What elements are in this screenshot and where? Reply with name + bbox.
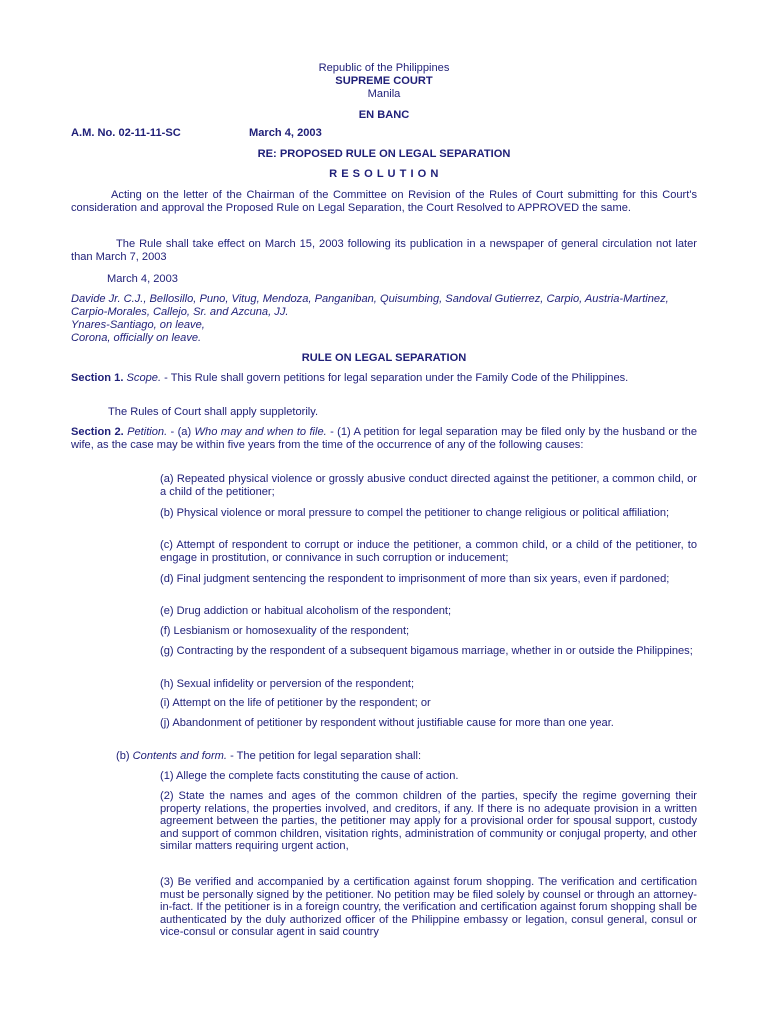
section-2-sub-a-heading: Who may and when to file. [194,426,327,438]
cause-item-f: (f) Lesbianism or homosexuality of the respondent; [160,625,410,637]
section-2-sub-b-heading: Contents and form. [132,750,227,762]
cause-item-e: (e) Drug addiction or habitual alcoholism of the respondent; [160,605,452,617]
section-2-sub-b-text: - The petition for legal separation shall: [227,750,422,762]
section-1-suppletory: The Rules of Court shall apply suppletorily. [108,406,319,418]
cause-item-i: (i) Attempt on the life of petitioner by the respondent; or [160,697,431,709]
section-2-sub-b [116,750,697,763]
case-date: March 4, 2003 [249,127,322,139]
on-leave-note: Ynares-Santiago, on leave, [71,319,205,331]
section-2 [71,426,697,451]
section-2-sub-a-text: - (1) A petition for legal separation may be filed only by the husband or the wife, as the case may be within five years from the time of the occurrence of any of the following causes: [71,426,698,451]
republic-line: Republic of the Philippines [318,62,450,74]
section-2-heading: Petition. [127,426,168,438]
rule-title: RULE ON LEGAL SEPARATION [301,352,467,364]
officially-on-leave-note: Corona, officially on leave. [71,332,202,344]
section-1-label: Section 1. [71,372,124,384]
section-2-sub-b-prefix: (b) [116,750,133,762]
content-item-3: (3) Be verified and accompanied by a certification against forum shopping. The verification and certification must be personally signed by the petitioner. No petition may be filed solely by counsel or through an attorney-in-fact. If the petitioner is in a foreign country, the verification and certification against forum shopping shall be authenticated by the duly authorized officer of the Philippine embassy or legation, consul general, consul or vice-consul or consular agent in said country [160,876,697,939]
resolution-date: March 4, 2003 [107,273,178,285]
cause-item-c: (c) Attempt of respondent to corrupt or induce the petitioner, a common child, or a child of the petitioner, to engage in prostitution, or connivance in such corruption or inducement; [160,539,697,564]
cause-item-d: (d) Final judgment sentencing the respondent to imprisonment of more than six years, even if pardoned; [160,573,670,585]
section-1-heading: Scope. [126,372,162,384]
resolution-paragraph-2: The Rule shall take effect on March 15, 2003 following its publication in a newspaper of general circulation not later than March 7, 2003 [71,238,697,263]
content-item-2: (2) State the names and ages of the common children of the parties, specify the regime governing their property relations, the properties involved, and creditors, if any. If there is no adequate provision in a written agreement between the parties, the petitioner may apply for a provisional order for spousal support, custody and support of common children, visitation rights, administration of community or conjugal property, and other similar matters requiring urgent action, [160,790,697,853]
court-name: SUPREME COURT [335,75,433,87]
cause-item-a: (a) Repeated physical violence or grossly abusive conduct directed against the petitioner, a common child, or a child of the petitioner; [160,473,697,498]
city-line: Manila [367,88,401,100]
en-banc-heading: EN BANC [358,109,410,121]
section-1-text: - This Rule shall govern petitions for legal separation under the Family Code of the Philippines. [161,372,629,384]
resolution-paragraph-1: Acting on the letter of the Chairman of the Committee on Revision of the Rules of Court submitting for this Court's consideration and approval the Proposed Rule on Legal Separation, the Court Resolved to APPROVED the same. [71,189,697,214]
section-2-label: Section 2. [71,426,124,438]
cause-item-g: (g) Contracting by the respondent of a subsequent bigamous marriage, whether in or outside the Philippines; [160,645,693,657]
section-2-sub-a-prefix: - (a) [167,426,195,438]
resolution-heading: R E S O L U T I O N [329,168,439,180]
section-1 [71,372,697,385]
case-title: RE: PROPOSED RULE ON LEGAL SEPARATION [257,148,511,160]
cause-item-b: (b) Physical violence or moral pressure to compel the petitioner to change religious or political affiliation; [160,507,670,519]
cause-item-j: (j) Abandonment of petitioner by respondent without justifiable cause for more than one year. [160,717,614,729]
cause-item-h: (h) Sexual infidelity or perversion of the respondent; [160,678,415,690]
justices-list: Davide Jr. C.J., Bellosillo, Puno, Vitug, Mendoza, Panganiban, Quisumbing, Sandoval Gutierrez, Carpio, Austria-Martinez, Carpio-Morales, Callejo, Sr. and Azcuna, JJ. [71,293,669,318]
case-number: A.M. No. 02-11-11-SC [71,127,181,139]
content-item-1: (1) Allege the complete facts constituting the cause of action. [160,770,459,782]
